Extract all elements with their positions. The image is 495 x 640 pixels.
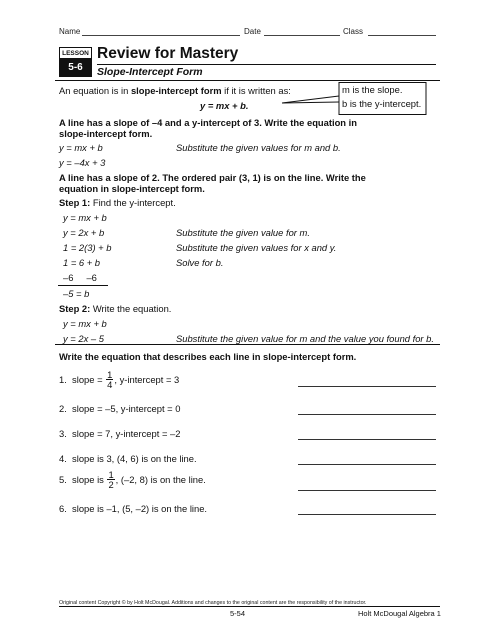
example-box xyxy=(55,80,440,345)
exercise-item: 3. slope = 7, y-intercept = –2 xyxy=(59,428,181,439)
fraction: $\frac{1}{2}$ xyxy=(108,469,114,490)
example2-prompt-line1: A line has a slope of 2. The ordered pair (3, 1) is on the line. Write the xyxy=(59,172,366,183)
book-title: Holt McDougal Algebra 1 xyxy=(358,609,441,618)
date-line xyxy=(264,35,340,36)
answer-line[interactable] xyxy=(298,439,436,440)
page-number: 5-54 xyxy=(230,609,246,618)
step1-heading: Step 1: Find the y-intercept. xyxy=(59,197,176,208)
name-line xyxy=(82,35,240,36)
exercise-item: 1. slope = $\frac{1}{4}$ , y-intercept = 3 xyxy=(59,369,180,390)
step1-work: y = 2x + b xyxy=(63,227,105,238)
step1-note: Substitute the given values for x and y. xyxy=(176,242,337,253)
step2-note: Substitute the given value for m and the value you found for b. xyxy=(176,333,434,344)
answer-line[interactable] xyxy=(298,464,436,465)
name-label: Name xyxy=(59,27,81,36)
step1-note: Substitute the given value for m. xyxy=(176,227,310,238)
example2-prompt-line2: equation in slope-intercept form. xyxy=(59,183,205,194)
exercise-item: 6. slope is –1, (5, –2) is on the line. xyxy=(59,503,208,514)
class-line xyxy=(368,35,436,36)
callout-intercept-text: b is the y-intercept. xyxy=(342,98,422,109)
step1-work: –6 –6 xyxy=(63,272,97,283)
step1-work: y = mx + b xyxy=(63,212,107,223)
exercise-item: 5. slope is $\frac{1}{2}$ , (–2, 8) is on the line. xyxy=(59,469,206,490)
example1-note: Substitute the given values for m and b. xyxy=(176,142,341,153)
exercise-item: 4. slope is 3, (4, 6) is on the line. xyxy=(59,453,197,464)
date-label: Date xyxy=(244,27,261,36)
lesson-badge-label: LESSON xyxy=(59,47,92,59)
example1-work: y = mx + b xyxy=(59,142,103,153)
answer-line[interactable] xyxy=(298,414,436,415)
copyright-notice: Original content Copyright © by Holt McDougal. Additions and changes to the original content are the responsibility of the instructor. xyxy=(59,600,367,606)
exercise-item: 2. slope = –5, y-intercept = 0 xyxy=(59,403,181,414)
step2-work: y = 2x – 5 xyxy=(63,333,104,344)
intro-text: An equation is in slope-intercept form if it is written as: xyxy=(59,85,291,96)
footer-rule xyxy=(59,606,440,607)
step2-heading: Step 2: Write the equation. xyxy=(59,303,172,314)
step1-work: –5 = b xyxy=(63,288,90,299)
step1-work: 1 = 6 + b xyxy=(63,257,101,268)
answer-line[interactable] xyxy=(298,514,436,515)
example1-prompt-line2: slope-intercept form. xyxy=(59,128,153,139)
callout-slope-text: m is the slope. xyxy=(342,84,403,95)
lesson-badge-number: 5-6 xyxy=(59,59,92,77)
exercise-instruction: Write the equation that describes each line in slope-intercept form. xyxy=(59,351,357,362)
step1-note: Solve for b. xyxy=(176,257,224,268)
answer-line[interactable] xyxy=(298,386,436,387)
step2-work: y = mx + b xyxy=(63,318,107,329)
page-title: Review for Mastery xyxy=(97,45,239,62)
example1-prompt-line1: A line has a slope of –4 and a y-intercept of 3. Write the equation in xyxy=(59,117,357,128)
class-label: Class xyxy=(343,27,364,36)
example1-work: y = –4x + 3 xyxy=(59,157,106,168)
page-subtitle: Slope-Intercept Form xyxy=(97,66,203,78)
intro-equation: y = mx + b. xyxy=(200,100,249,111)
title-rule xyxy=(97,64,436,65)
answer-line[interactable] xyxy=(298,490,436,491)
fraction: $\frac{1}{4}$ xyxy=(107,369,113,390)
step1-work: 1 = 2(3) + b xyxy=(63,242,112,253)
